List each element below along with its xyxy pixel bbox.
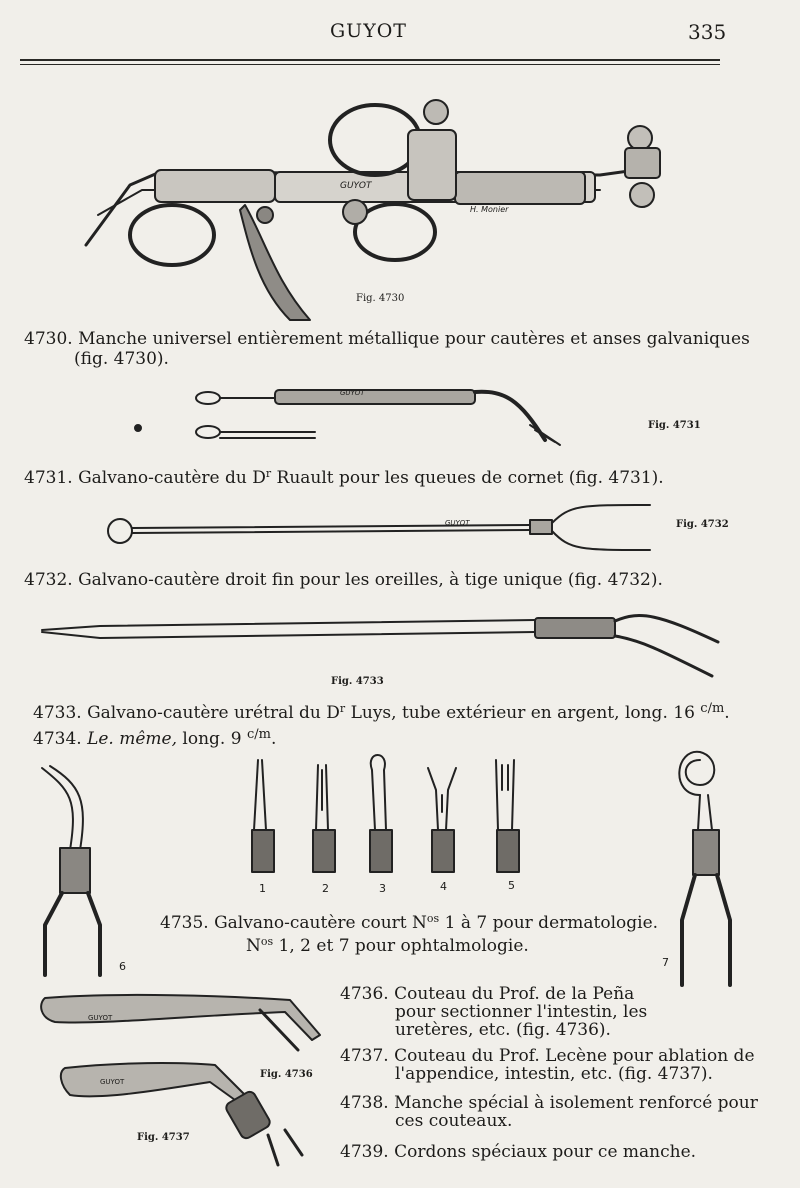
entry-4736-line2: pour sectionner l'intestin, les <box>395 1002 648 1022</box>
entry-4731: 4731. Galvano-cautère du $D^r$ Ruault pour les queues de cornet (fig. 4731). <box>24 467 664 488</box>
electrode-number-1: 1 <box>259 882 266 895</box>
caption-fig-4736: Fig. 4736 <box>260 1069 313 1080</box>
luys-cautery-illustration <box>42 616 718 676</box>
entry-4734: 4734. Le. même, long. 9 $^{c/m}$. <box>33 727 277 749</box>
entry-4737-line2: l'appendice, intestin, etc. (fig. 4737). <box>395 1064 713 1084</box>
electrode-number-2: 2 <box>322 882 329 895</box>
universal-handle-illustration <box>86 100 660 320</box>
caption-fig-4731: Fig. 4731 <box>648 420 701 431</box>
bent-electrode-6-illustration <box>42 766 100 975</box>
entry-4737-line1: 4737. Couteau du Prof. Lecène pour ablation de <box>340 1046 755 1066</box>
entry-4735-line1: 4735. Galvano-cautère court $N^{os}$ 1 à 7 pour dermatologie. <box>160 912 659 933</box>
tube-4731-engraving: GUYOT <box>340 389 365 397</box>
entry-4739: 4739. Cordons spéciaux pour ce manche. <box>340 1142 697 1162</box>
entry-4738-line2: ces couteaux. <box>395 1111 513 1131</box>
caption-fig-4733: Fig. 4733 <box>331 676 384 687</box>
pena-knife-illustration <box>41 995 320 1050</box>
entry-4736-line1: 4736. Couteau du Prof. de la Peña <box>340 984 635 1004</box>
electrode-number-7: 7 <box>662 956 669 969</box>
artist-signature: H. Monier <box>470 205 509 214</box>
entry-4735-line2: $N^{os}$ 1, 2 et 7 pour ophtalmologie. <box>246 935 529 956</box>
tube-4732-engraving: GUYOT <box>445 519 470 527</box>
electrode-number-3: 3 <box>379 882 386 895</box>
knife-4736-engraving: GUYOT <box>88 1014 113 1022</box>
ear-cautery-illustration <box>108 505 650 550</box>
electrode-number-6: 6 <box>119 960 126 973</box>
ruault-cautery-illustration <box>135 390 560 445</box>
electrode-tips-illustration <box>252 755 519 872</box>
caption-fig-4737: Fig. 4737 <box>137 1132 190 1143</box>
entry-4738-line1: 4738. Manche spécial à isolement renforcé pour <box>340 1093 758 1113</box>
spiral-electrode-7-illustration <box>679 752 730 985</box>
running-header-title: GUYOT <box>330 20 407 42</box>
caption-fig-4732: Fig. 4732 <box>676 519 729 530</box>
entry-4732: 4732. Galvano-cautère droit fin pour les oreilles, à tige unique (fig. 4732). <box>24 570 663 590</box>
entry-4733: 4733. Galvano-cautère urétral du $D^r$ Luys, tube extérieur en argent, long. 16 $^{c/m}$. <box>33 701 730 723</box>
electrode-number-4: 4 <box>440 880 447 893</box>
page-number: 335 <box>688 20 727 44</box>
entry-4736-line3: uretères, etc. (fig. 4736). <box>395 1020 611 1040</box>
entry-4730-line1: 4730. Manche universel entièrement métallique pour cautères et anses galvaniques <box>24 329 750 349</box>
entry-4730-line2: (fig. 4730). <box>74 349 169 369</box>
knife-4737-engraving: GUYOT <box>100 1078 125 1086</box>
electrode-number-5: 5 <box>508 879 515 892</box>
caption-fig-4730: Fig. 4730 <box>356 293 405 304</box>
handle-brand-engraving: GUYOT <box>340 181 372 191</box>
